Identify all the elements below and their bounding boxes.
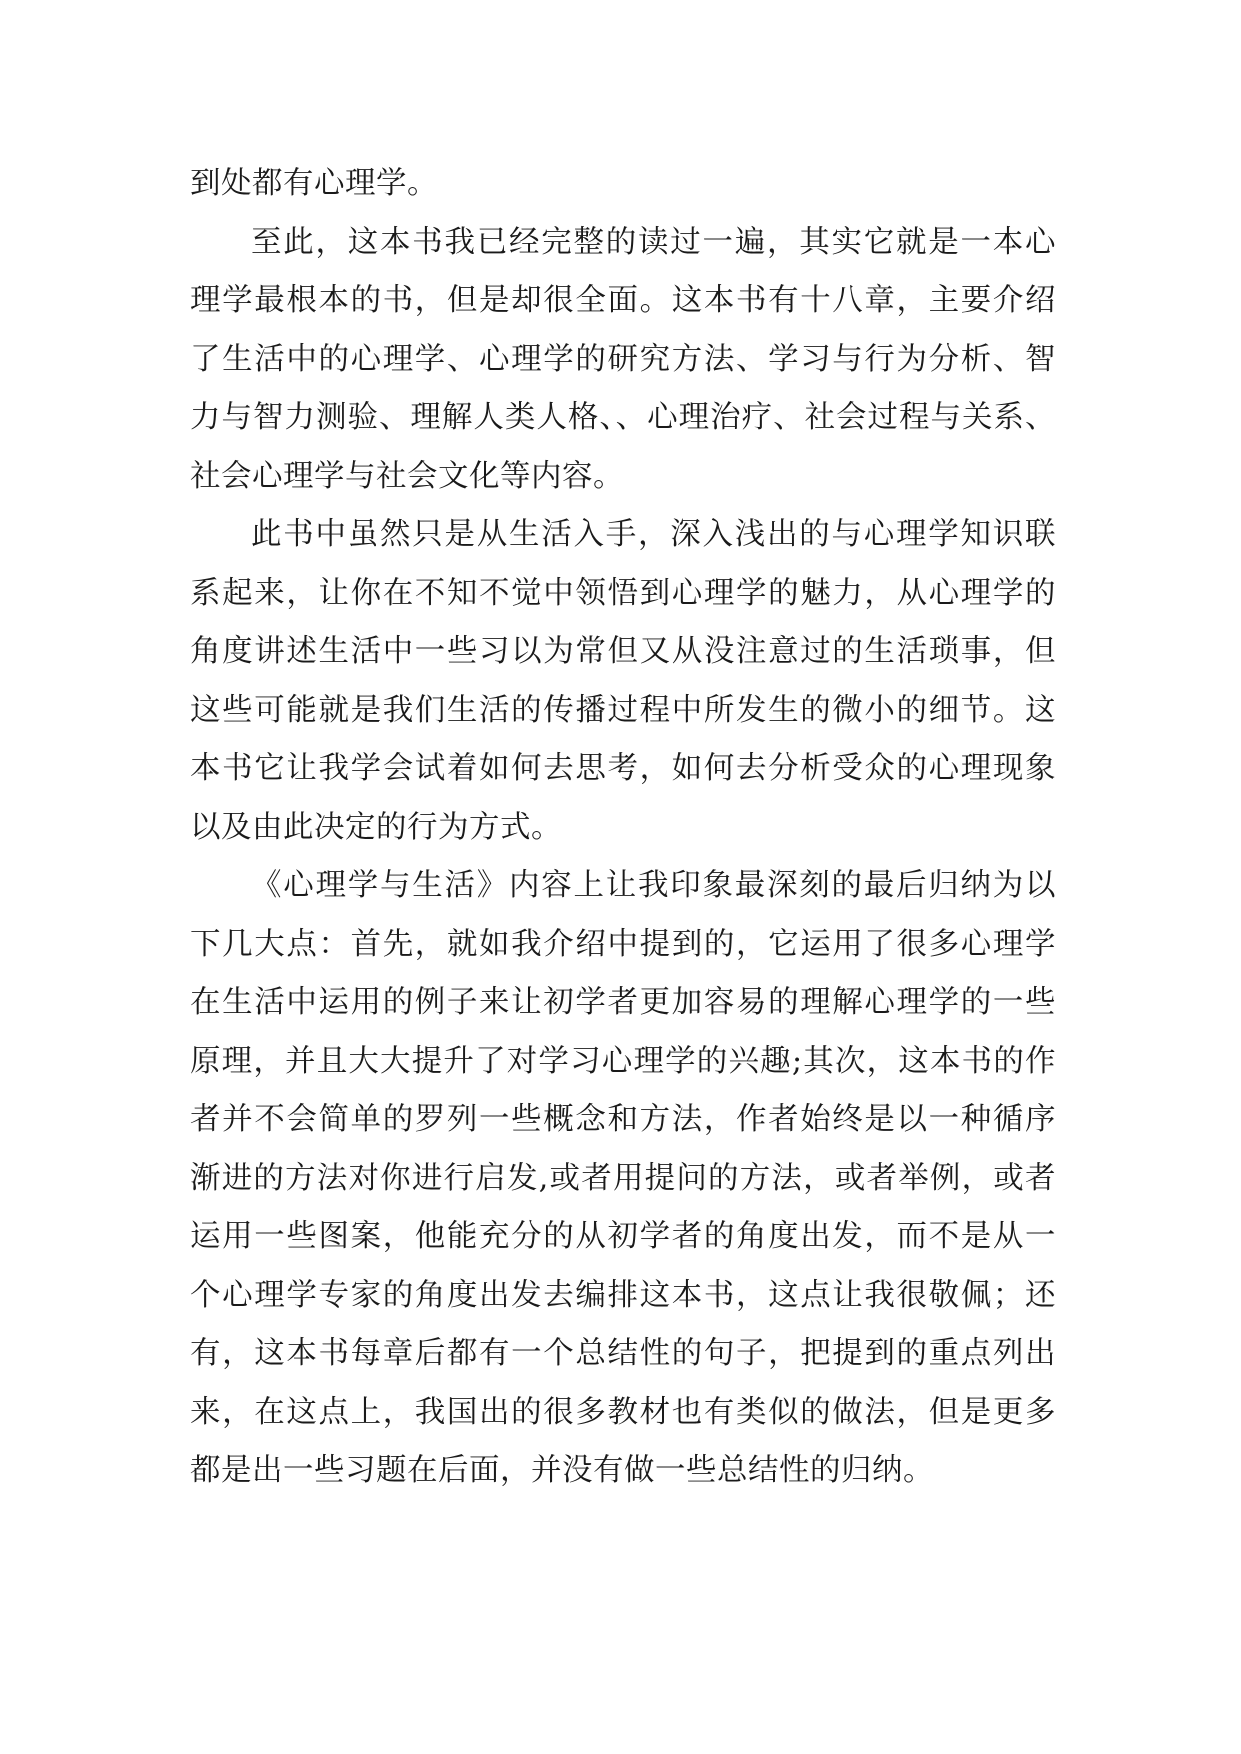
paragraph-book-approach: 此书中虽然只是从生活入手，深入浅出的与心理学知识联系起来，让你在不知不觉中领悟到心理学的魅力，从心理学的角度讲述生活中一些习以为常但又从没注意过的生活琐事，但这些可能就是我们生活的传播过程中所发生的微小的细节。这本书它让我学会试着如何去思考，如何去分析受众的心理现象以及由此决定的行为方式。 [190, 517, 1056, 845]
paragraph-impressions: 《心理学与生活》内容上让我印象最深刻的最后归纳为以下几大点：首先，就如我介绍中提到的，它运用了很多心理学在生活中运用的例子来让初学者更加容易的理解心理学的一些原理，并且大大提升了对学习心理学的兴趣;其次，这本书的作者并不会简单的罗列一些概念和方法，作者始终是以一种循序渐进的方法对你进行启发,或者用提问的方法，或者举例，或者运用一些图案，他能充分的从初学者的角度出发，而不是从一个心理学专家的角度出发去编排这本书，这点让我很敬佩；还有，这本书每章后都有一个总结性的句子，把提到的重点列出来，在这点上，我国出的很多教材也有类似的做法，但是更多都是出一些习题在后面，并没有做一些总结性的归纳。 [190, 868, 1056, 1488]
document-body [190, 155, 1056, 1501]
paragraph-book-overview: 至此，这本书我已经完整的读过一遍，其实它就是一本心理学最根本的书，但是却很全面。这本书有十八章，主要介绍了生活中的心理学、心理学的研究方法、学习与行为分析、智力与智力测验、理解人类人格、、心理治疗、社会过程与关系、社会心理学与社会文化等内容。 [190, 224, 1056, 494]
paragraph-continuation: 到处都有心理学。 [190, 166, 438, 201]
